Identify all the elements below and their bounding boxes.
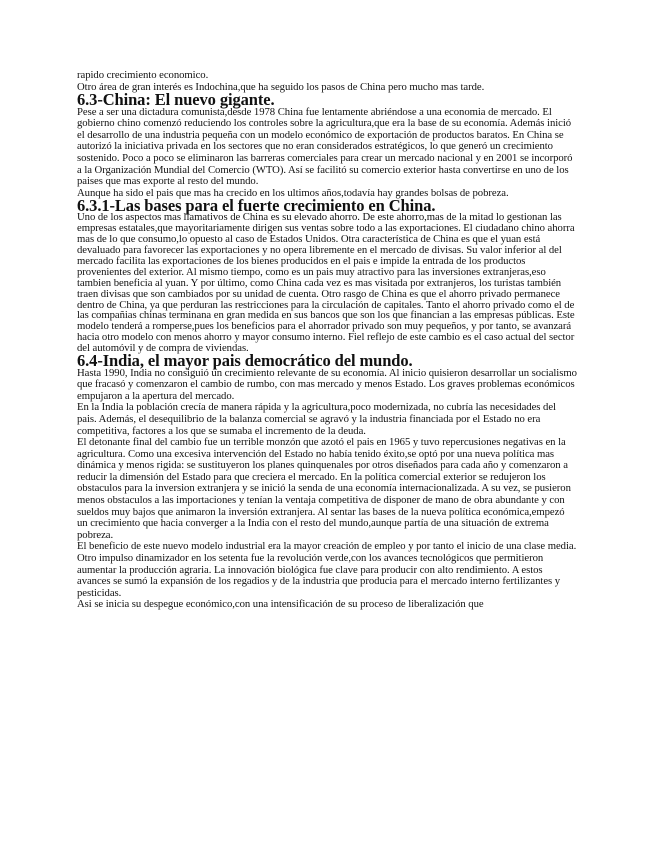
section-heading: 6.3.1-Las bases para el fuerte crecimiento en China. (77, 195, 436, 215)
paragraph: rapido crecimiento economico. (77, 69, 209, 81)
paragraph: El beneficio de este nuevo modelo industrial era la mayor creación de empleo y por tanto el inicio de una clase media. Otro impulso dinamizador en los setenta fue la revolución verde,con los avances tecnológicos que permitieron aumentar la producción agraria. La innovación biológica fue clave para producir con alto rendimiento. A estos avances se sumó la expansión de los regadios y de la industria que producia para el mercado interno fertilizantes y pesticidas. (77, 540, 577, 599)
paragraph: En la India la población crecía de manera rápida y la agricultura,poco modernizada, no cubría las necesidades del pais. Además, el desequilibrio de la balanza comercial se agravó y la industria financiada por el Estado no era competitiva, factores a los que se sumaba el incremento de la deuda. (77, 401, 556, 437)
section-heading: 6.3-China: El nuevo gigante. (77, 90, 275, 110)
paragraph: El detonante final del cambio fue un terrible monzón que azotó el pais en 1965 y tuvo repercusiones negativas en la agricultura. Como una excesiva intervención del Estado no había tenido éxito,se optó por una nueva política mas dinámica y menos rigida: se sustituyeron los planes quinquenales por otros diseñados para cada año y comenzaron a reducir la dimensión del Estado para que creciera el mercado. En la política comercial exterior se redujeron los obstaculos para la inversion extranjera y se inició la senda de una economía internacionalizada. A su vez, se pusieron menos obstaculos a las importaciones y tenían la ventaja competitiva de disponer de mano de obra abundante y con sueldos muy bajos que animaron la inversión extranjera. Al sentar las bases de la nueva política económica,empezó un crecimiento que hacia converger a la India con el resto del mundo,aunque partía de una situación de extrema pobreza. (77, 436, 571, 541)
paragraph: Uno de los aspectos mas llamativos de China es su elevado ahorro. De este ahorro,mas de la mitad lo gestionan las empresas estatales,que mayoritariamente dirigen sus ventas sobre todo a las exportaciones. El ciudadano chino ahorra mas de lo que consumo,lo opuesto al caso de Estados Unidos. Otra característica de China es que el yuan está devaluado para favorecer las exportaciones y no opera libremente en el mercado de divisas. Su valor inferior al del mercado facilita las exportaciones de los bienes producidos en el pais e impide la entrada de los productos provenientes del exterior. Al mismo tiempo, como es un pais muy atractivo para las inversiones extranjeras,eso tambien beneficia al yuan. Y por último, como China cada vez es mas visitada por extranjeros, los turistas también traen divisas que son cambiados por su unidad de cuenta. Otro rasgo de China es que el ahorro privado permanece dentro de China, ya que perduran las restricciones para la circulación de capitales. Tanto el ahorro privado como el de las compañias chinas terminana en gran medida en sus bancos que son los que financian a las empresas públicas. Este modelo tenderá a romperse,pues los beneficios para el ahorrador privado son muy pequeños, y por tanto, se avanzará hacia otro modelo con menos ahorro y mayor consumo interno. Fiel reflejo de este cambio es el caso actual del sector del automóvil y de compra de viviendas. (77, 211, 575, 355)
paragraph: Otro área de gran interés es Indochina,que ha seguido los pasos de China pero mucho mas tarde. (77, 80, 485, 93)
paragraph: Asi se inicia su despegue económico,con una intensificación de su proceso de liberalización que (77, 598, 484, 611)
document-page (77, 70, 577, 611)
section-heading: 6.4-India, el mayor pais democrático del mundo. (77, 351, 413, 371)
paragraph: Aunque ha sido el pais que mas ha crecido en los ultimos años,todavía hay grandes bolsas de pobreza. (77, 186, 509, 199)
paragraph: Pese a ser una dictadura comunista,desde 1978 China fue lentamente abriéndose a una economia de mercado. El gobierno chino comenzó reduciendo los controles sobre la agricultura,que era la base de su economía. Además inició el desarrollo de una industria pequeña con un modelo económico de exportación de productos baratos. En China se autorizó la iniciativa privada en los sectores que no eran considerados estratégicos, lo que generó un crecimiento sostenido. Poco a poco se eliminaron las barreras comerciales para crear un mercado nacional y en 2001 se incorporó a la Organización Mundial del Comercio (WTO). Así se facilitó su comercio exterior hasta convertirse en uno de los paises que mas exporte al resto del mundo. (77, 105, 573, 188)
paragraph: Hasta 1990, India no consiguió un crecimiento relevante de su economía. Al inicio quisieron desarrollar un socialismo que fracasó y comenzaron el cambio de rumbo, con mas mercado y menos Estado. Los graves problemas económicos empujaron a la apertura del mercado. (77, 366, 577, 402)
